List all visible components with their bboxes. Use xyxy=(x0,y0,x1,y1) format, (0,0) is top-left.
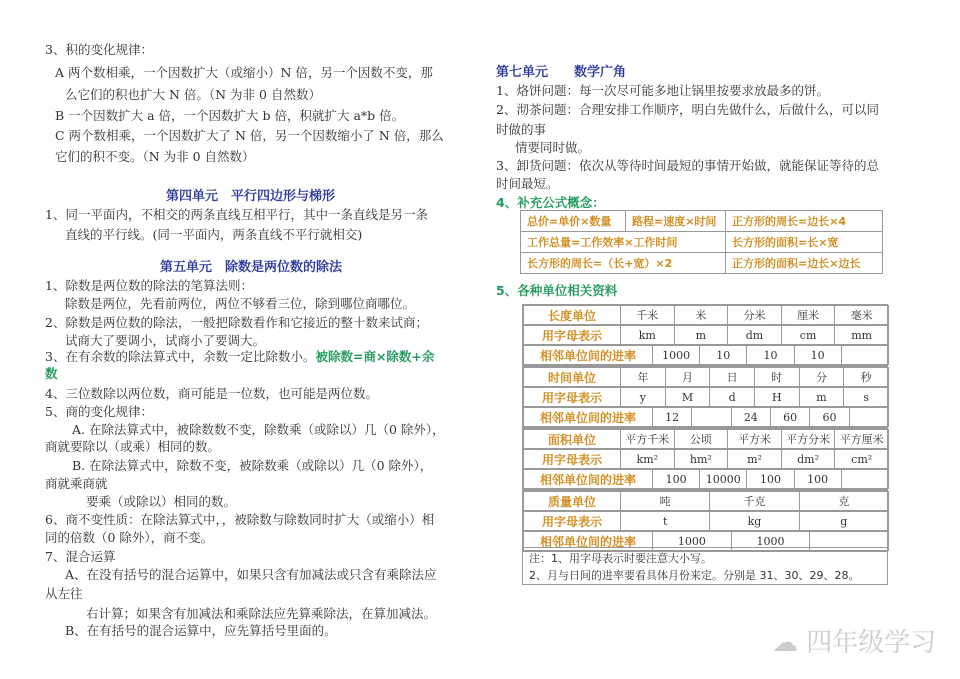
unit-cell: 毫米 xyxy=(835,306,889,325)
text-line: A. 在除法算式中，被除数数不变，除数乘（或除以）几（0 除外）， xyxy=(72,422,445,437)
watermark xyxy=(772,622,936,659)
unit-cell: 1000 xyxy=(653,346,700,365)
unit-cell: 厘米 xyxy=(781,306,835,325)
formula-cell: 工作总量=工作效率×工作时间 xyxy=(521,232,726,253)
unit-cell: m² xyxy=(728,450,782,469)
text-line: A、在没有括号的混合运算中，如果只含有加减法或只含有乘除法应 xyxy=(65,567,437,582)
unit-cell: 10 xyxy=(747,346,794,365)
unit-cell: 60 xyxy=(810,408,849,427)
length-unit-table xyxy=(522,304,888,366)
area-unit-table xyxy=(522,428,888,490)
text-line: 6、商不变性质：在除法算式中，，被除数与除数同时扩大（或缩小）相 xyxy=(45,512,435,527)
unit-cell: 分 xyxy=(799,368,844,387)
unit-cell: 米 xyxy=(674,306,728,325)
note-line: 注：1、用字母表示时要注意大小写。 xyxy=(529,552,712,565)
watermark-text: 四年级学习 xyxy=(806,628,937,658)
formula-highlight: 数 xyxy=(45,366,58,381)
text-line: 7、混合运算 xyxy=(45,549,116,564)
unit-cell: 分米 xyxy=(728,306,782,325)
unit-cell: 10 xyxy=(794,346,841,365)
unit-cell: 日 xyxy=(710,368,755,387)
unit-cell: 平方分米 xyxy=(781,430,835,449)
text-line: 商就乘商就 xyxy=(45,476,108,491)
unit-cell: H xyxy=(754,388,799,407)
text-line: 右计算；如果含有加减法和乘除法应先算乘除法，在算加减法。 xyxy=(86,606,437,621)
unit-cell: cm xyxy=(781,326,835,345)
text-line: B 一个因数扩大 a 倍，一个因数扩大 b 倍，积就扩大 a*b 倍。 xyxy=(55,108,405,123)
row-label: 相邻单位间的进率 xyxy=(524,470,653,489)
text-line: 2、除数是两位数的除法，一般把除数看作和它接近的整十数来试商； xyxy=(45,315,428,330)
mass-unit-table xyxy=(522,490,888,552)
section-heading: 第七单元 数学广角 xyxy=(496,65,627,80)
text-line: 5、商的变化规律： xyxy=(45,404,153,419)
text-line: 同的倍数（0 除外），商不变。 xyxy=(45,530,214,545)
row-label: 时间单位 xyxy=(524,368,621,387)
unit-cell: 12 xyxy=(653,408,692,427)
row-label: 用字母表示 xyxy=(524,512,621,531)
text-line: A 两个数相乘，一个因数扩大（或缩小）N 倍，另一个因数不变，那 xyxy=(55,65,433,80)
text-line: 1、除数是两位数的除法的笔算法则： xyxy=(45,278,253,293)
unit-cell: 时 xyxy=(754,368,799,387)
text-line: 3、卸货问题：依次从等待时间最短的事情开始做，就能保证等待的总 xyxy=(496,158,879,173)
time-unit-table xyxy=(522,366,888,428)
text-line: 要乘（或除以）相同的数。 xyxy=(86,494,237,509)
text-line: 4、三位数除以两位数，商可能是一位数，也可能是两位数。 xyxy=(45,386,378,401)
formula-cell: 长方形的周长=（长+宽）×2 xyxy=(521,253,726,274)
section-heading: 第四单元 平行四边形与梯形 xyxy=(166,189,336,204)
row-label: 用字母表示 xyxy=(524,388,621,407)
text-line xyxy=(45,348,434,366)
text-line: 除数是两位，先看前两位，两位不够看三位，除到哪位商哪位。 xyxy=(65,296,416,311)
unit-cell: dm² xyxy=(781,450,835,469)
formula-cell: 正方形的周长=边长×4 xyxy=(726,211,883,232)
formula-cell: 总价=单价×数量 xyxy=(521,211,626,232)
row-label: 质量单位 xyxy=(524,492,621,511)
text-line: 1、同一平面内，不相交的两条直线互相平行，其中一条直线是另一条 xyxy=(45,207,428,222)
subsection-heading: 4、补充公式概念： xyxy=(496,195,605,210)
note-line: 2、月与日间的进率要看具体月份来定。分别是 31、30、29、28。 xyxy=(529,569,860,582)
text-line: 试商大了要调小，试商小了要调大。 xyxy=(65,333,266,348)
unit-cell: mm xyxy=(835,326,889,345)
unit-cell: 平方厘米 xyxy=(835,430,889,449)
unit-cell: 平方米 xyxy=(728,430,782,449)
unit-cell: 60 xyxy=(770,408,809,427)
unit-cell: y xyxy=(621,388,666,407)
section-heading: 第五单元 除数是两位数的除法 xyxy=(160,260,343,275)
wechat-icon: ☁ xyxy=(772,628,807,658)
unit-cell: 千米 xyxy=(621,306,675,325)
unit-cell: 10 xyxy=(700,346,747,365)
unit-cell: cm² xyxy=(835,450,889,469)
unit-cell: M xyxy=(665,388,710,407)
unit-cell: 10000 xyxy=(700,470,747,489)
row-label: 相邻单位间的进率 xyxy=(524,408,653,427)
unit-cell: 克 xyxy=(799,492,888,511)
unit-cell: 吨 xyxy=(621,492,710,511)
unit-cell: kg xyxy=(710,512,799,531)
row-label: 相邻单位间的进率 xyxy=(524,346,653,365)
unit-cell: 月 xyxy=(665,368,710,387)
unit-cell: m xyxy=(799,388,844,407)
text-line: C 两个数相乘，一个因数扩大了 N 倍，另一个因数缩小了 N 倍，那么 xyxy=(55,128,444,143)
unit-cell: km² xyxy=(621,450,675,469)
text-line: B. 在除法算式中，除数不变，被除数乘（或除以）几（0 除外）， xyxy=(72,458,433,473)
text-line: B、在有括号的混合运算中，应先算括号里面的。 xyxy=(65,623,337,638)
unit-cell: 平方千米 xyxy=(621,430,675,449)
text-line: 它们的积不变。（N 为非 0 自然数） xyxy=(55,149,255,164)
formula-highlight: 被除数=商×除数+余 xyxy=(315,349,435,364)
text-line: 么它们的积也扩大 N 倍。（N 为非 0 自然数） xyxy=(65,87,321,102)
unit-cell: 秒 xyxy=(844,368,889,387)
unit-cell: 1000 xyxy=(653,532,732,551)
unit-cell: hm² xyxy=(674,450,728,469)
text-line: 商就要除以（或乘）相同的数。 xyxy=(45,439,221,454)
unit-cell: t xyxy=(621,512,710,531)
row-label: 用字母表示 xyxy=(524,450,621,469)
text-line: 直线的平行线。(同一平面内，两条直线不平行就相交) xyxy=(65,227,363,242)
formula-table xyxy=(520,210,883,274)
formula-cell: 长方形的面积=长×宽 xyxy=(726,232,883,253)
formula-cell: 路程=速度×时间 xyxy=(626,211,726,232)
text-line: 情要同时做。 xyxy=(515,140,591,155)
text: 3、在有余数的除法算式中，余数一定比除数小。 xyxy=(45,349,316,364)
row-label: 长度单位 xyxy=(524,306,621,325)
unit-cell: km xyxy=(621,326,675,345)
empty-cell xyxy=(841,470,888,489)
unit-cell: 1000 xyxy=(731,532,810,551)
formula-cell: 正方形的面积=边长×边长 xyxy=(726,253,883,274)
unit-cell: 100 xyxy=(794,470,841,489)
unit-cell: m xyxy=(674,326,728,345)
unit-cell: 24 xyxy=(731,408,770,427)
empty-cell xyxy=(849,408,888,427)
text-line: 时间最短。 xyxy=(496,176,559,191)
unit-cell: 公顷 xyxy=(674,430,728,449)
unit-cell: dm xyxy=(728,326,782,345)
unit-cell xyxy=(692,408,731,427)
unit-cell: d xyxy=(710,388,755,407)
unit-cell: g xyxy=(799,512,888,531)
subsection-heading: 5、各种单位相关资料 xyxy=(496,283,618,298)
unit-cell: s xyxy=(844,388,889,407)
unit-cell: 100 xyxy=(653,470,700,489)
text-line: 1、烙饼问题：每一次尽可能多地让锅里按要求放最多的饼。 xyxy=(496,83,829,98)
unit-cell: 千克 xyxy=(710,492,799,511)
text-line: 3、积的变化规律： xyxy=(45,42,153,57)
unit-cell: 100 xyxy=(747,470,794,489)
row-label: 面积单位 xyxy=(524,430,621,449)
text-line: 2、沏茶问题：合理安排工作顺序，明白先做什么，后做什么，可以同 xyxy=(496,102,879,117)
row-label: 用字母表示 xyxy=(524,326,621,345)
row-label: 相邻单位间的进率 xyxy=(524,532,653,551)
empty-cell xyxy=(841,346,888,365)
text-line: 时做的事 xyxy=(496,122,547,137)
unit-cell: 年 xyxy=(621,368,666,387)
note-box xyxy=(522,547,888,585)
text-line: 从左往 xyxy=(45,586,83,601)
